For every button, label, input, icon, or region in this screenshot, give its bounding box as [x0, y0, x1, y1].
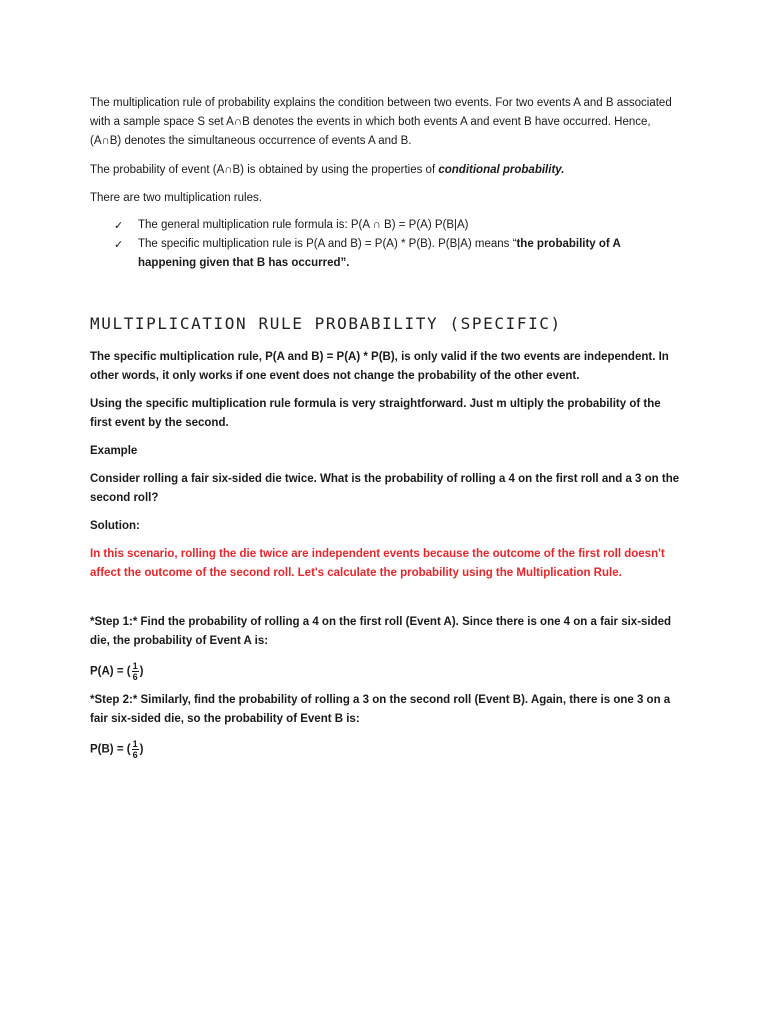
- formula-pb-suffix: ): [139, 743, 144, 756]
- fraction-pb-numerator: 1: [132, 739, 138, 750]
- solution-text: In this scenario, rolling the die twice are independent events because the outcome of the first roll doesn't affect the outcome of the second roll. Let's calculate the probability using the Multiplication Rule.: [90, 548, 665, 580]
- checkmark-icon: ✓: [114, 219, 124, 232]
- document-page: [90, 90, 680, 760]
- list-item: [114, 216, 680, 235]
- conditional-prefix: The probability of event (A∩B) is obtained by using the properties of: [90, 164, 439, 176]
- formula-pa-prefix: P(A) = (: [90, 665, 131, 678]
- list-item: [114, 235, 680, 273]
- formula-pa-suffix: ): [139, 665, 144, 678]
- step-1-text: *Step 1:* Find the probability of rolling a 4 on the first roll (Event A). Since there is one 4 on a fair six-sided die, the probability of Event A is:: [90, 616, 672, 648]
- example-label: Example: [90, 445, 138, 458]
- section-heading: MULTIPLICATION RULE PROBABILITY (SPECIFIC): [90, 314, 562, 333]
- rule-specific-text: The specific multiplication rule is P(A and B) = P(A) * P(B). P(B|A) means “: [138, 238, 517, 250]
- formula-pa: [90, 661, 680, 682]
- conditional-emphasis: conditional probability.: [438, 164, 565, 176]
- intro-paragraph: The multiplication rule of probability explains the condition between two events. For two events A and B associated with a sample space S set A∩B denotes the events in which both events A and event B have occurred. Hence, (A∩B) denotes the simultaneous occurrence of events A and B.: [90, 97, 672, 147]
- rule-general-text: The general multiplication rule formula is: P(A ∩ B) = P(A) P(B|A): [138, 219, 469, 231]
- example-text: Consider rolling a fair six-sided die twice. What is the probability of rolling a 4 on the first roll and a 3 on the second roll?: [90, 473, 680, 505]
- fraction-pb: [132, 739, 139, 760]
- fraction-pa: [132, 661, 139, 682]
- fraction-pb-denominator: 6: [132, 750, 138, 761]
- two-rules-paragraph: There are two multiplication rules.: [90, 192, 262, 204]
- checkmark-icon: ✓: [114, 238, 124, 251]
- rule-specific-bold: the probability of A happening given that B has occurred”.: [138, 238, 621, 269]
- straightforward-paragraph: Using the specific multiplication rule formula is very straightforward. Just m ultiply the probability of the first event by the second.: [90, 398, 661, 430]
- formula-pb-prefix: P(B) = (: [90, 743, 131, 756]
- fraction-pa-denominator: 6: [132, 672, 138, 683]
- solution-label: Solution:: [90, 520, 140, 533]
- fraction-pa-numerator: 1: [132, 661, 138, 672]
- formula-pb: [90, 739, 680, 760]
- specific-rule-paragraph: The specific multiplication rule, P(A and B) = P(A) * P(B), is only valid if the two events are independent. In other words, it only works if one event does not change the probability of the other event.: [90, 351, 669, 383]
- conditional-probability-paragraph: [90, 161, 680, 180]
- rules-list: [90, 216, 680, 273]
- step-2-text: *Step 2:* Similarly, find the probability of rolling a 3 on the second roll (Event B). Again, there is one 3 on a fair six-sided die, so the probability of Event B is:: [90, 694, 671, 726]
